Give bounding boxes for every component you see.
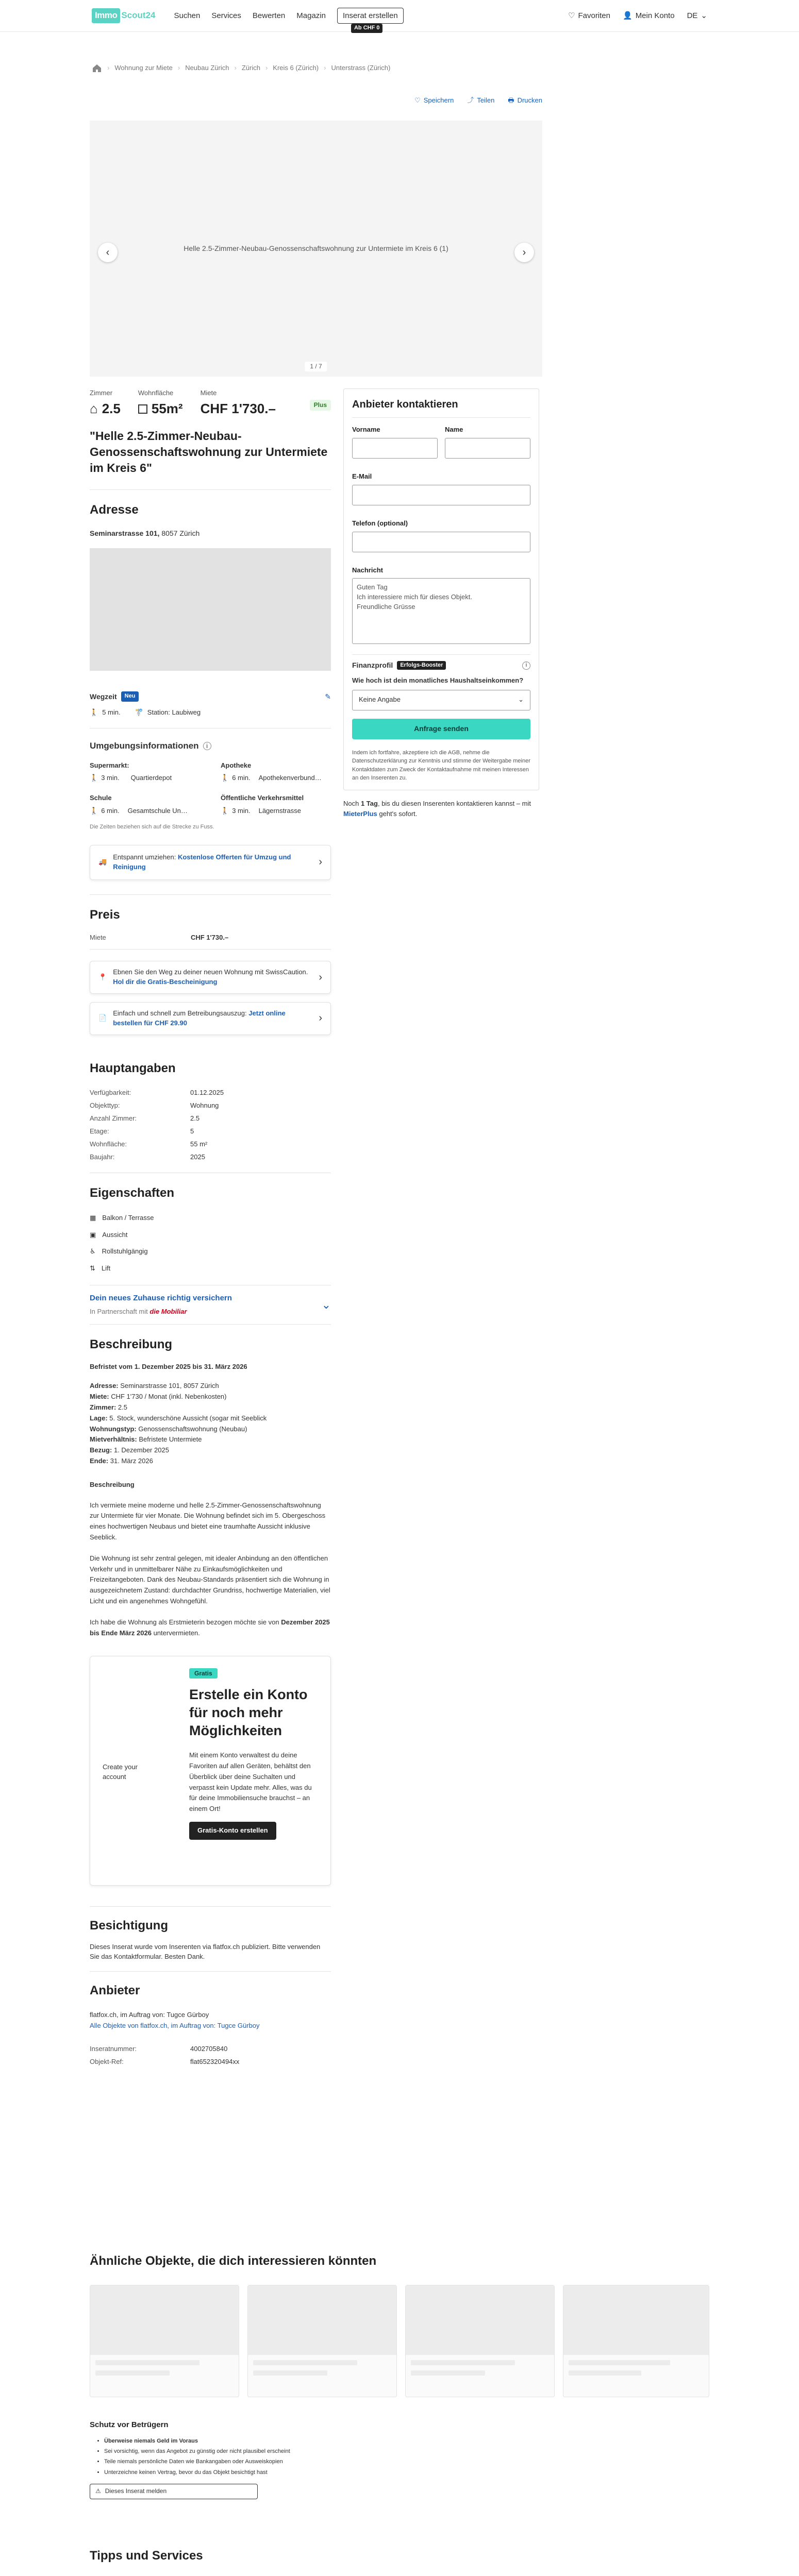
breadcrumb-item[interactable]: Zürich (241, 63, 260, 72)
heart-icon: ♡ (568, 11, 575, 20)
listing-title: "Helle 2.5-Zimmer-Neubau-Genossenschaftswohnung zur Untermiete im Kreis 6" (90, 429, 328, 474)
walk-icon: 🚶 (90, 774, 98, 782)
gallery-counter: 1 / 7 (305, 362, 327, 371)
message-textarea[interactable]: Guten Tag Ich interessiere mich für dieses Objekt. Freundliche Grüsse (352, 578, 530, 644)
chevron-right-icon: › (234, 63, 237, 72)
location-map[interactable] (90, 548, 331, 671)
account-link[interactable]: 👤 Mein Konto (623, 10, 675, 22)
chevron-right-icon: › (319, 856, 322, 868)
room-icon: ⌂ (90, 400, 98, 416)
viewing-heading: Besichtigung (90, 1919, 169, 1933)
save-button[interactable]: ♡ Speichern (414, 92, 454, 109)
income-select[interactable]: Keine Angabe ⌄ (352, 690, 530, 710)
mobiliar-logo: die Mobiliar (149, 1307, 187, 1315)
share-button[interactable]: ⤴ Teilen (467, 92, 494, 109)
address: Seminarstrasse 101, 8057 Zürich (90, 529, 200, 538)
plus-badge: Plus (310, 400, 331, 411)
balcony-icon: ▦ (90, 1214, 96, 1222)
info-icon[interactable]: i (522, 662, 530, 670)
logo[interactable]: Immo Scout24 (92, 9, 155, 23)
walk-icon: 🚶 (90, 708, 98, 717)
deposit-offer-card[interactable]: 📍 Ebnen Sie den Weg zu deiner neuen Wohnung mit SwissCaution. Hol dir die Gratis-Bescheinigung › (90, 961, 331, 994)
chevron-right-icon: › (324, 63, 326, 72)
walk-icon: 🚶 (90, 807, 98, 815)
station-icon: 🚏 (135, 708, 143, 717)
area-icon (138, 404, 147, 414)
features-heading: Eigenschaften (90, 1186, 175, 1200)
description-heading: Beschreibung (90, 1337, 173, 1351)
home-icon[interactable] (92, 63, 102, 73)
breadcrumb-item[interactable]: Unterstrass (Zürich) (331, 63, 391, 72)
similar-heading: Ähnliche Objekte, die dich interessieren könnten (90, 2254, 377, 2268)
chevron-down-icon: ⌄ (321, 1298, 331, 1311)
view-icon: ▣ (90, 1230, 96, 1239)
new-badge: Neu (121, 691, 139, 702)
nav-bewerten[interactable]: Bewerten (252, 11, 286, 20)
location-pin-icon: 📍 (98, 973, 107, 981)
description-facts: Adresse: Seminarstrasse 101, 8057 Zürich Miete: CHF 1'730 / Monat (inkl. Nebenkosten) Zimmer: 2.5 Lage: 5. Stock, wunderschöne Aussicht (sogar mit Seeblick Wohnungstyp: Genossenschaftswohnung (Neubau) Mietverhältnis: Befristete Untermiete Bezug: 1. Dezember 2025 Ende: 31. März 2026 (90, 1382, 267, 1465)
provider-table: Inseratnummer: 4002705840 Objekt-Ref: flat652320494xx (90, 2045, 240, 2066)
contact-heading: Anbieter kontaktieren (352, 399, 458, 410)
provider-heading: Anbieter (90, 1983, 140, 1997)
contact-limit-notice: Noch 1 Tag, bis du diesen Inserenten kontaktieren kannst – mit MieterPlus geht's sofort. (343, 800, 531, 818)
main-nav (174, 8, 403, 31)
success-booster-badge: Erfolgs-Booster (397, 661, 446, 670)
breadcrumb-item[interactable]: Neubau Zürich (185, 63, 229, 72)
firstname-input[interactable] (352, 438, 438, 459)
account-promo-card: Gratis Erstelle ein Konto für noch mehr Möglichkeiten Mit einem Konto verwaltest du deine Favoriten auf allen Geräten, behältst den Überblick über deine Suchalten und verpasst kein Update mehr. Alles, was du für deine Immobiliensuche brauchst – an einem Ort! Gratis-Konto erstellen Create your account (90, 1656, 331, 1886)
user-icon: 👤 (623, 11, 632, 20)
print-button[interactable]: 🖶 Drucken (508, 92, 542, 109)
features-list: ▦ Balkon / Terrasse ▣ Aussicht ♿ Rollstuhlgängig ⇅ Lift (90, 1210, 331, 1277)
truck-icon: 🚚 (98, 858, 107, 866)
main-info-table: Verfügbarkeit: 01.12.2025 Objekttyp: Wohnung Anzahl Zimmer: 2.5 Etage: 5 Wohnfläche: 55 m² Baujahr: 2025 (90, 1089, 224, 1161)
similar-card-placeholder[interactable] (563, 2285, 709, 2397)
report-listing-button[interactable]: ⚠ Dieses Inserat melden (90, 2484, 258, 2499)
create-account-label: Create your account (103, 1763, 138, 1781)
chevron-right-icon: › (177, 63, 180, 72)
printer-icon: 🖶 (508, 96, 514, 104)
debt-extract-card[interactable]: 📄 Einfach und schnell zum Betreibungsauszug: Jetzt online bestellen für CHF 29.90 › (90, 1002, 331, 1035)
chevron-right-icon: › (265, 63, 268, 72)
wheelchair-icon: ♿ (90, 1247, 96, 1256)
heart-icon: ♡ (414, 96, 421, 104)
elevator-icon: ⇅ (90, 1264, 95, 1272)
price-badge: Ab CHF 0 (351, 24, 383, 33)
create-account-button[interactable]: Gratis-Konto erstellen (189, 1822, 276, 1840)
provider-all-listings-link[interactable]: Alle Objekte von flatfox.ch, im Auftrag von: Tugce Gürboy (90, 2021, 260, 2029)
chevron-right-icon: › (107, 63, 110, 72)
legal-notice: Indem ich fortfahre, akzeptiere ich die AGB, nehme die Datenschutzerklärung zur Kenntnis und stimme der Weitergabe meiner Kontaktdaten zum Zweck der Kontaktaufnahme mit meinen Interessen an den Inserenten zu. (352, 749, 530, 782)
key-facts: Zimmer ⌂ 2.5 Wohnfläche 55m² Miete CHF 1'730.– (90, 388, 331, 419)
info-icon[interactable]: i (203, 742, 211, 750)
chevron-right-icon: › (319, 971, 322, 983)
top-navigation (0, 0, 799, 32)
breadcrumb-item[interactable]: Kreis 6 (Zürich) (273, 63, 319, 72)
chevron-right-icon: › (319, 1012, 322, 1024)
insurance-banner[interactable]: Dein neues Zuhause richtig versichern In Partnerschaft mit die Mobiliar ⌄ (90, 1294, 331, 1315)
insert-listing-button[interactable]: Inserat erstellen Ab CHF 0 (337, 8, 404, 24)
gallery-next-button[interactable] (514, 243, 534, 262)
similar-card-placeholder[interactable] (247, 2285, 397, 2397)
image-gallery[interactable] (90, 121, 542, 377)
similar-card-placeholder[interactable] (90, 2285, 239, 2397)
warning-icon: ⚠ (95, 2487, 101, 2495)
fraud-protection: Schutz vor Betrügern • Überweise niemals Geld im Voraus • Sei vorsichtig, wenn das Angebot zu günstig oder nicht plausibel erscheint • Teile niemals persönliche Daten wie Bankangaben oder Ausweiskopien • Unterzeichne keinen Vertrag, bevor du das Objekt besichtigt hast ⚠ Dieses Inserat melden (90, 2419, 337, 2499)
chevron-down-icon: ⌄ (518, 696, 524, 704)
nav-suchen[interactable]: Suchen (174, 11, 201, 20)
listing-tools (0, 92, 799, 109)
main-info-heading: Hauptangaben (90, 1061, 176, 1075)
listing-details: Zimmer ⌂ 2.5 Wohnfläche 55m² Miete CHF 1'730.– Plus "Helle 2.5-Zimmer-Neubau-Genossenschaftswohnung zur Untermiete im Kreis 6" Adresse Seminarstrasse 101, 8057 Zürich Wegzeit Neu ✎ 🚶 5 min. 🚏 Station: Laubiweg Umgebungsinformationen i Supermarkt: 🚶 3 min. Quartierdepot Apotheke 🚶 6 min. Apothekenverbund… Schule 🚶 6 min. Gesamtschule Un… Öffentliche Verkehrsmittel 🚶 3 min. Lägernstrasse Die Zeiten beziehen sich auf die Strecke zu Fuss. 🚚 Entspannt umziehen: Kostenlose Offerten für Umzug und Reinigung › Preis Miete CHF 1'730.– 📍 Ebnen Sie den Weg zu deiner neuen Wohnung mit SwissCaution. Hol dir die Gratis-Bescheinigung › 📄 Einfach und schnell zum Betreibungsauszug: Jetzt online bestellen für CHF 29.90 › Hauptangaben Verfügbarkeit: 01.12.2025 Objekttyp: Wohnung Anzahl Zimmer: 2.5 Etage: 5 Wohnfläche: 55 m² Baujahr: 2025 Eigenschaften ▦ Balkon / Terrasse ▣ Aussicht ♿ Rollstuhlgängig ⇅ Lift Dein neues Zuhause richtig versichern In Partnerschaft mit die Mobiliar ⌄ Beschreibung Befristet vom 1. Dezember 2025 bis 31. März 2026 Adresse: Seminarstrasse 101, 8057 Zürich Miete: CHF 1'730 / Monat (inkl. Nebenkosten) Zimmer: 2.5 Lage: 5. Stock, wunderschöne Aussicht (sogar mit Seeblick Wohnungstyp: Genossenschaftswohnung (Neubau) Mietverhältnis: Befristete Untermiete Bezug: 1. Dezember 2025 Ende: 31. März 2026 Beschreibung Ich vermiete meine moderne und helle 2.5-Zimmer-Genossenschaftswohnung zur Untermiete für vier Monate. Die Wohnung befindet sich im 5. Obergeschoss eines hochwertigen Neubaus und bietet eine traumhafte Aussicht inklusive Seeblick. Die Wohnung ist sehr zentral gelegen, mit idealer Anbindung an den öffentlichen Verkehr und in unmittelbarer Nähe zu Einkaufsmöglichkeiten und Freizeitangeboten. Dank des Neubau-Standards präsentiert sich die Wohnung in ausgezeichnetem Zustand: durchdachter Grundriss, hochwertige Materialien, viel Licht und ein angenehmes Wohngefühl. Ich habe die Wohnung als Erstmieterin bezogen möchte sie von Dezember 2025 bis Ende März 2026 untervermieten. Gratis Erstelle ein Konto für noch mehr Möglichkeiten Mit einem Konto verwaltest du deine Favoriten auf allen Geräten, behältst den Überblick über deine Suchalten und verpasst kein Update mehr. Alles, was du für deine Immobiliensuche brauchst – an einem Ort! Gratis-Konto erstellen Create your account Besichtigung Dieses Inserat wurde vom Inserenten via flatfox.ch publiziert. Bitte verwenden Sie das Kontaktformular. Besten Dank. Anbieter flatfox.ch, im Auftrag von: Tugce Gürboy Alle Objekte von flatfox.ch, im Auftrag von: Tugce Gürboy Inseratnummer: 4002705840 Objekt-Ref: flat652320494xx (90, 381, 331, 2069)
breadcrumb-item[interactable]: Wohnung zur Miete (114, 63, 173, 72)
document-icon: 📄 (98, 1014, 107, 1022)
moving-offer-card[interactable]: 🚚 Entspannt umziehen: Kostenlose Offerten für Umzug und Reinigung › (90, 845, 331, 880)
nav-services[interactable]: Services (211, 11, 241, 20)
breadcrumb (0, 55, 799, 81)
walk-icon: 🚶 (221, 774, 229, 782)
nav-magazin[interactable]: Magazin (296, 11, 326, 20)
surroundings-grid: Supermarkt: 🚶 3 min. Quartierdepot Apotheke 🚶 6 min. Apothekenverbund… Schule 🚶 6 min. Gesamtschule Un… Öffentliche Verkehrsmittel 🚶 3 min. Lägernstrasse (90, 761, 331, 816)
address-heading: Adresse (90, 502, 139, 517)
language-switch[interactable]: DE ⌄ (687, 10, 707, 22)
similar-card-placeholder[interactable] (405, 2285, 555, 2397)
chevron-right-icon: › (522, 246, 526, 258)
chevron-left-icon: ‹ (106, 246, 110, 258)
gallery-image-caption: Helle 2.5-Zimmer-Neubau-Genossenschaftswohnung zur Untermiete im Kreis 6 (1) (184, 244, 448, 253)
contact-form: Anbieter kontaktieren Vorname Name E-Mail Telefon (optional) Nachricht Guten Tag Ich interessiere mich für dieses Objekt. Freundliche Grüsse Finanzprofil Erfolgs-Booster i Wie hoch ist dein monatliches Haushaltseinkommen? Keine Angabe ⌄ Anfrage senden Indem ich fortfahre, akzeptiere ich die AGB, nehme die Datenschutzerklärung zur Kenntnis und stimme der Weitergabe meiner Kontaktdaten zum Zweck der Kontaktaufnahme mit meinen Interessen an den Inserenten zu. (343, 388, 539, 790)
surroundings-heading: Umgebungsinformationen (90, 740, 199, 751)
walk-icon: 🚶 (221, 807, 229, 815)
phone-input[interactable] (352, 532, 530, 552)
free-badge: Gratis (189, 1668, 218, 1679)
gallery-prev-button[interactable] (98, 243, 118, 262)
tips-heading: Tipps und Services (90, 2549, 203, 2563)
share-icon: ⤴ (467, 96, 474, 104)
travel-time-section: Wegzeit Neu ✎ (90, 691, 331, 702)
chevron-down-icon: ⌄ (701, 11, 707, 20)
favorites-link[interactable]: ♡ Favoriten (568, 10, 610, 22)
price-heading: Preis (90, 907, 120, 922)
email-input[interactable] (352, 485, 530, 505)
lastname-input[interactable] (445, 438, 530, 459)
send-inquiry-button[interactable]: Anfrage senden (352, 719, 530, 739)
edit-icon[interactable]: ✎ (325, 692, 331, 701)
